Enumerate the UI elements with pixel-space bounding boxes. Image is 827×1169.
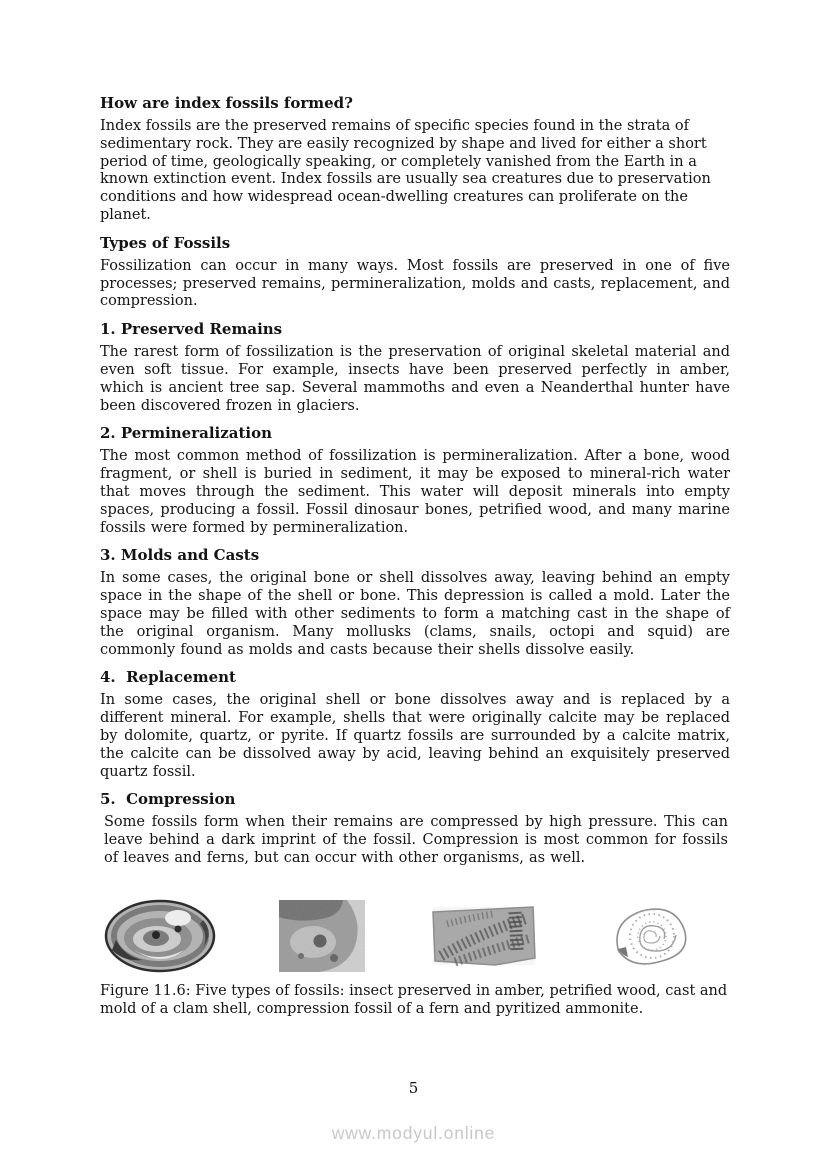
figure-caption: Figure 11.6: Five types of fossils: insect preserved in amber, petrified wood, cast and mold of a clam shell, compression fossil of a fern and pyritized ammonite. bbox=[100, 982, 728, 1017]
page-content bbox=[100, 94, 730, 1018]
section-heading: Types of Fossils bbox=[100, 233, 231, 252]
mottled-specimen-photo-icon bbox=[279, 900, 365, 972]
section-heading: 5. Compression bbox=[100, 790, 236, 809]
section-heading: 3. Molds and Casts bbox=[100, 546, 260, 565]
section-heading: 4. Replacement bbox=[100, 668, 236, 687]
section-paragraph: The most common method of fossilization is permineralization. After a bone, wood fragment, or shell is buried in sediment, it may be exposed to mineral-rich water that moves through the sediment. This water will deposit minerals into empty spaces, producing a fossil. Fossil dinosaur bones, petrified wood, and many marine fossils were formed by permineralization. bbox=[100, 448, 730, 536]
watermark-text: www.modyul.online bbox=[331, 1123, 496, 1143]
section-paragraph: Index fossils are the preserved remains of specific species found in the strata of sedimentary rock. They are easily recognized by shape and lived for either a short period of time, geologically speaking, or completely vanished from the Earth in a known extinction event. Index fossils are usually sea creatures due to preservation conditions and how widespread ocean-dwelling creatures can proliferate on the planet. bbox=[100, 118, 711, 223]
page-number: 5 bbox=[408, 1079, 419, 1097]
section-permineralization bbox=[100, 424, 730, 537]
section-molds-and-casts bbox=[100, 546, 730, 659]
section-index-fossils bbox=[100, 94, 730, 225]
section-paragraph: The rarest form of fossilization is the preservation of original skeletal material and even soft tissue. For example, insects have been preserved perfectly in amber, which is ancient tree sap. Several mammoths and even a Neanderthal hunter have been discovered frozen in glaciers. bbox=[100, 344, 730, 414]
ammonite-drawing-icon bbox=[600, 901, 692, 971]
section-paragraph: Some fossils form when their remains are compressed by high pressure. This can leave behind a dark imprint of the fossil. Compression is most common for fossils of leaves and ferns, but can occur with other organisms, as well. bbox=[104, 814, 728, 866]
section-replacement bbox=[100, 668, 730, 781]
section-types-of-fossils bbox=[100, 234, 730, 311]
round-ringed-fossil-photo-icon bbox=[104, 898, 216, 974]
section-paragraph: In some cases, the original shell or bone dissolves away and is replaced by a different mineral. For example, shells that were originally calcite may be replaced by dolomite, quartz, or pyrite. If quartz fossils are surrounded by a calcite matrix, the calcite can be dissolved away by acid, leaving behind an exquisitely preserved quartz fossil. bbox=[100, 692, 730, 780]
section-preserved-remains bbox=[100, 320, 730, 415]
section-heading: 1. Preserved Remains bbox=[100, 320, 283, 339]
section-paragraph: Fossilization can occur in many ways. Most fossils are preserved in one of five processes; preserved remains, permineralization, molds and casts, replacement, and compression. bbox=[100, 257, 730, 310]
section-heading: How are index fossils formed? bbox=[100, 94, 353, 112]
section-paragraph: In some cases, the original bone or shell dissolves away, leaving behind an empty space in the shape of the shell or bone. This depression is called a mold. Later the space may be filled with other sediments to form a matching cast in the shape of the original organism. Many mollusks (clams, snails, octopi and squid) are commonly found as molds and casts because their shells dissolve easily. bbox=[100, 570, 730, 658]
figure-11-6 bbox=[100, 896, 730, 1018]
section-compression bbox=[100, 790, 730, 867]
fern-compression-photo-icon bbox=[429, 904, 537, 968]
section-heading: 2. Permineralization bbox=[100, 424, 273, 443]
fossil-image-row bbox=[100, 896, 730, 976]
